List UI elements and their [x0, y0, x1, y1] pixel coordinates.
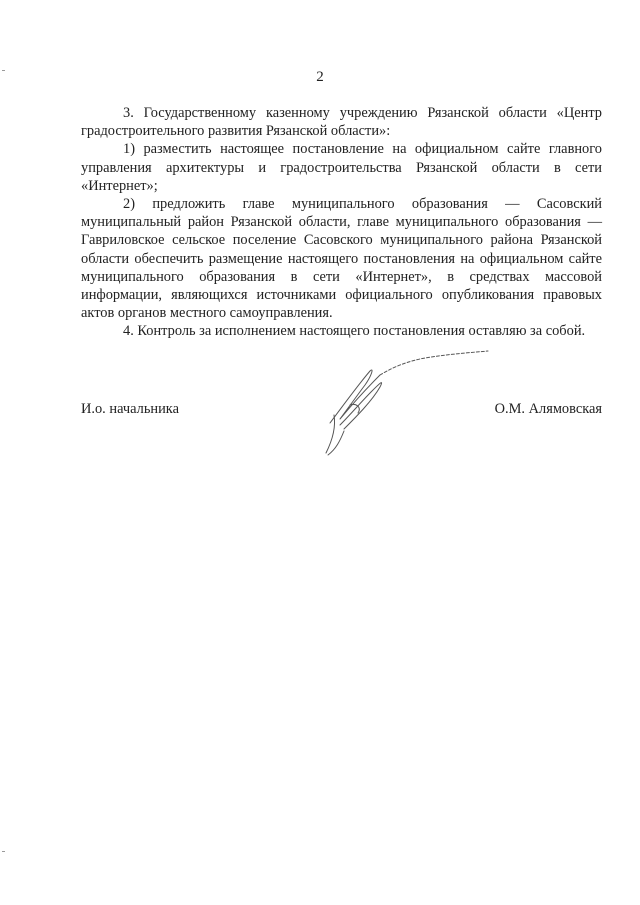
- handwritten-signature: [310, 345, 500, 465]
- paragraph-subitem-1: 1) разместить настоящее постановление на официальном сайте главного управления архитектуры и градостроительства Рязанской области в сети «Интернет»;: [81, 141, 602, 194]
- document-body: [81, 104, 602, 341]
- margin-mark: [2, 851, 5, 852]
- paragraph-subitem-2: 2) предложить главе муниципального образования — Сасовский муниципальный район Рязанской области, главе муниципального образования — Гавриловское сельское поселение Сасовского муниципального района Рязанской области обеспечить размещение настоящего постановления на официальном сайте муниципального образования в сети «Интернет», в средствах массовой информации, являющихся источниками официального опубликования правовых актов органов местного самоуправления.: [81, 196, 602, 322]
- page-number: 2: [316, 69, 324, 85]
- margin-mark: [2, 70, 5, 71]
- paragraph-item-3: 3. Государственному казенному учреждению Рязанской области «Центр градостроительного развития Рязанской области»:: [81, 105, 602, 140]
- signatory-name: О.М. Алямовская: [494, 401, 602, 417]
- signatory-position: И.о. начальника: [81, 401, 179, 417]
- paragraph-item-4: 4. Контроль за исполнением настоящего постановления оставляю за собой.: [123, 323, 586, 340]
